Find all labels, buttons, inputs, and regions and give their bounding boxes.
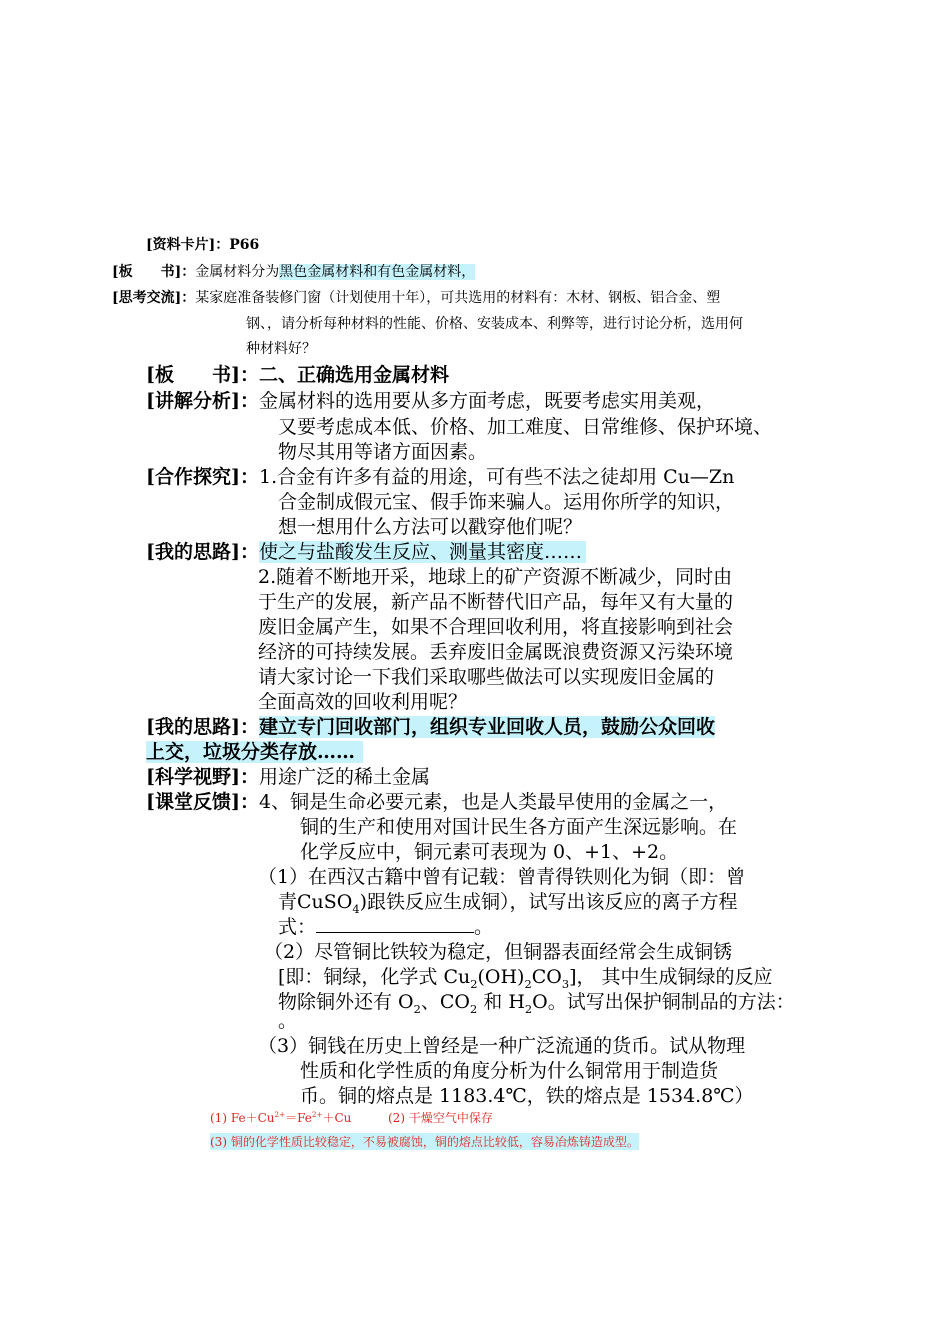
part2-text-4: 。 [278,1010,298,1032]
think-text-1: 某家庭准备装修门窗（计划使用十年），可共选用的材料有：木材、钢板、铝合金、塑 [195,290,721,306]
part2-react-sub-2: 2 [470,1001,478,1016]
idea2-answer-1: 建立专门回收部门，组织专业回收人员，鼓励公众回收 [258,716,715,738]
part2-sub-3: 3 [561,976,570,991]
coop-text-3: 想一想用什么方法可以戳穿他们呢？ [278,516,583,538]
idea2-line-1 [146,712,715,739]
answer-1-sup-2: 2+ [311,1110,323,1119]
coop-text-2: 合金制成假元宝、假手饰来骗人。运用你所学的知识， [278,491,735,513]
answer-1-sup-1: 2+ [274,1110,286,1119]
part3-text-1: （3）铜钱在历史上曾经是一种广泛流通的货币。试从物理 [258,1035,746,1057]
idea2-answer-2: 上交，垃圾分类存放…… [146,741,363,763]
think-text-2: 钢、，请分析每种材料的性能、价格、安装成本、利弊等，进行讨论分析，选用何 [246,316,743,332]
part2-react-d: O。试写出保护铜制品的方法： [532,991,795,1013]
idea2-tag: [我的思路]： [146,716,259,738]
think-tag: [思考交流]： [112,290,196,306]
part2-formula-c: CO [531,966,562,988]
q2-text-4: 经济的可持续发展。丢弃废旧金属既浪费资源又污染环境 [258,641,734,663]
part1-formula-sub: 4 [352,901,360,916]
q2-text-6: 全面高效的回收利用呢？ [258,691,468,713]
board-line-1 [112,261,475,281]
feedback-text-3: 化学反应中，铜元素可表现为 0、+1、+2。 [300,841,679,863]
part2-formula-a: [即：铜绿，化学式 Cu [278,966,471,988]
part2-react-b: 、CO [420,991,470,1013]
science-text: 用途广泛的稀土金属 [258,766,430,788]
part2-text-2 [278,962,773,989]
part2-react-sub-3: 2 [524,1001,533,1016]
q2-text-1: 2.随着不断地开采，地球上的矿产资源不断减少，同时由 [258,566,733,588]
answer-line-2: (2) 干燥空气中保存 [388,1111,493,1125]
part1-prompt: 式： [278,916,317,938]
answer-line-3: (3) 铜的化学性质比较稳定，不易被腐蚀，铜的熔点比较低，容易冶炼铸造成型。 [210,1135,639,1149]
board-highlight: 黑色金属材料和有色金属材料， [279,264,476,280]
coop-text-1: 1.合金有许多有益的用途，可有些不法之徒却用 Cu—Zn [258,466,735,488]
part3-text-3: 币。铜的熔点是 1183.4℃，铁的熔点是 1534.8℃） [300,1085,754,1107]
board-line-2 [146,360,449,387]
feedback-tag: [课堂反馈]： [146,791,259,813]
feedback-text-1: 4、铜是生命必要元素，也是人类最早使用的金属之一， [258,791,728,813]
answer-1-b: ＝Fe [285,1111,312,1125]
part1-text-2 [278,887,738,914]
idea1-tag: [我的思路]： [146,541,259,563]
board-text: 金属材料分为 [195,264,280,280]
lecture-text-1: 金属材料的选用要从多方面考虑，既要考虑实用美观， [258,390,715,412]
answer-blank[interactable] [316,916,474,933]
part1-formula-b: )跟铁反应生成铜），试写出该反应的离子方程 [359,891,738,913]
part2-react-a: 物除铜外还有 O [278,991,414,1013]
idea1-answer: 使之与盐酸发生反应、测量其密度…… [259,541,586,563]
idea2-line-2 [146,737,363,764]
card-line: [资料卡片]：P66 [146,237,260,253]
science-line [146,762,430,789]
part1-formula-a: 青CuSO [278,891,353,913]
feedback-line-1 [146,787,727,814]
lecture-line-1 [146,386,715,413]
lecture-text-2: 又要考虑成本低、价格、加工难度、日常维修、保护环境、 [278,416,773,438]
q2-text-3: 废旧金属产生，如果不合理回收利用，将直接影响到社会 [258,616,734,638]
q2-text-2: 于生产的发展，新产品不断替代旧产品，每年又有大量的 [258,591,734,613]
coop-tag: [合作探究]： [146,466,259,488]
coop-line-1 [146,462,734,489]
part2-formula-d: ]， 其中生成铜绿的反应 [569,966,773,988]
part1-text-1: （1）在西汉古籍中曾有记载：曾青得铁则化为铜（即：曾 [258,866,746,888]
part2-react-c: 和 H [477,991,525,1013]
part3-text-2: 性质和化学性质的角度分析为什么铜常用于制造货 [300,1060,719,1082]
answer-line-1 [210,1109,351,1126]
think-text-3: 种材料好？ [246,341,316,357]
part2-sub-2: 2 [524,976,532,991]
part2-formula-b: (OH) [477,966,525,988]
think-line-1 [112,287,720,307]
part2-text-1: （2）尽管铜比铁较为稳定，但铜器表面经常会生成铜锈 [264,941,733,963]
part2-sub-1: 2 [470,976,478,991]
q2-text-5: 请大家讨论一下我们采取哪些做法可以实现废旧金属的 [258,666,715,688]
lecture-text-3: 物尽其用等诸方面因素。 [278,441,488,463]
part2-text-3 [278,987,795,1014]
board2-tag: [板 书]： [146,364,259,386]
board2-text: 二、正确选用金属材料 [258,364,449,386]
lecture-tag: [讲解分析]： [146,390,259,412]
board-tag: [板 书]： [112,264,196,280]
feedback-text-2: 铜的生产和使用对国计民生各方面产生深远影响。在 [300,816,738,838]
answer-1-c: ＋Cu [322,1111,352,1125]
idea1-line [146,537,586,564]
part2-react-sub-1: 2 [413,1001,421,1016]
answer-1-a: (1) Fe＋Cu [210,1111,275,1125]
part1-period: 。 [474,916,494,938]
science-tag: [科学视野]： [146,766,259,788]
part1-text-3 [278,912,493,939]
